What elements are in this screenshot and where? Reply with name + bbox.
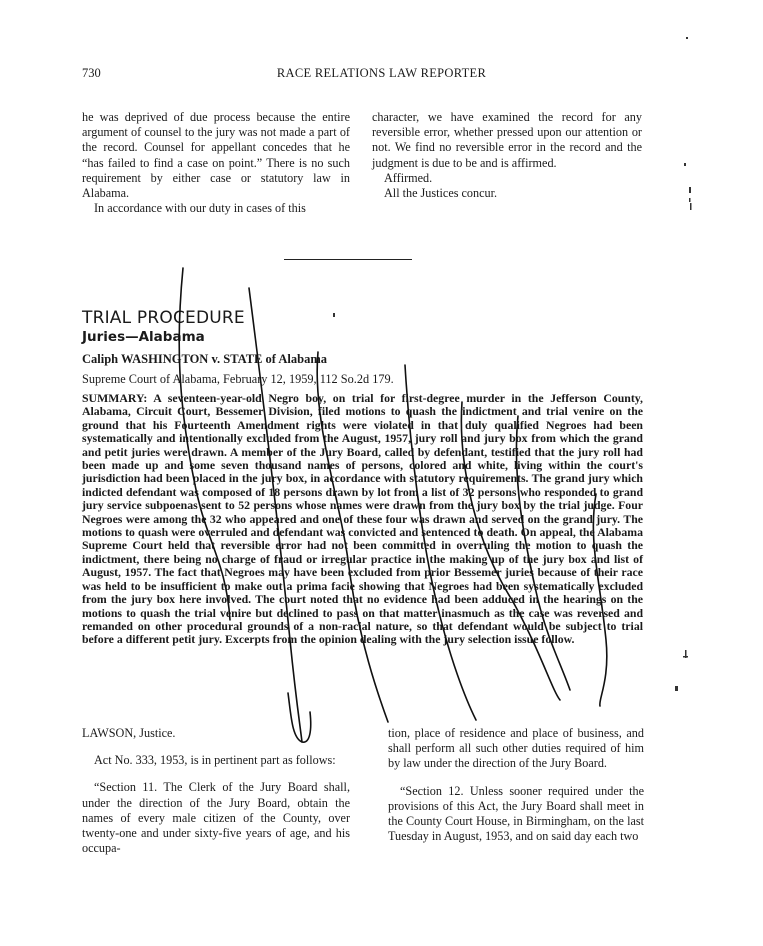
running-head: RACE RELATIONS LAW REPORTER	[276, 66, 487, 80]
page-number: 730	[82, 66, 101, 80]
justice-name: LAWSON, Justice.	[82, 726, 176, 740]
concur-line: All the Justices concur.	[384, 186, 498, 201]
case-caption: Caliph WASHINGTON v. STATE of Alabama	[82, 352, 327, 366]
paragraph: he was deprived of due process because the entire argument of counsel to the jury was not made a part of the record. Counsel for appellant concedes that he “has failed to find a case on point.” There is no such requirement by either case or statutory law in Alabama.	[82, 110, 350, 201]
case-citation: Supreme Court of Alabama, February 12, 1959, 112 So.2d 179.	[82, 372, 394, 386]
paragraph: tion, place of residence and place of business, and shall perform all such other duties required of him by law under the direction of the Jury Board.	[388, 726, 644, 771]
bottom-right-column	[388, 726, 644, 844]
statute-quote: “Section 12. Unless sooner required under the provisions of this Act, the Jury Board shall meet in the County Court House, in Birmingham, on the last Tuesday in August, 1953, and on said day each two	[388, 783, 644, 844]
paragraph: character, we have examined the record for any reversible error, whether pressed upon our attention or not. We find no reversible error in the record and the judgment is due to be and is affirmed.	[372, 110, 642, 170]
top-right-column	[372, 110, 642, 201]
paragraph: In accordance with our duty in cases of this	[94, 201, 306, 216]
case-summary: SUMMARY: A seventeen-year-old Negro boy, on trial for first-degree murder in the Jefferson County, Alabama, Circuit Court, Bessemer Division, filed motions to quash the indictment and trial venire on the ground that his Fourteenth Amendment rights were violated in that duly qualified Negroes had been systematically and intentionally excluded from the August, 1957, jury roll and jury box from which the grand and petit juries were drawn. A member of the Jury Board, called by defendant, testified that the jury roll had been made up and some seven thousand names of persons, colored and white, living within the court's jurisdiction had been placed in the jury box, in accordance with statutory requirements. The grand jury which indicted defendant was composed of 18 persons drawn by lot from a list of 32 persons who responded to grand jury service subpoenas sent to 52 persons whose names were drawn from the jury box by the trial judge. Four Negroes were among the 32 who appeared and one of these four was drawn and served on the grand jury. The motions to quash were overruled and defendant was convicted and sentenced to death. On appeal, the Alabama Supreme Court held that reversible error had not been committed in overruling the motion to quash the indictment, there being no charge of fraud or irregular practice in the making up of the jury box and list of August, 1957. The fact that Negroes may have been excluded from prior Bessemer juries because of their race was held to be insufficient to make out a prima facie showing that Negroes had been systematically excluded from the jury box here involved. The court noted that no evidence had been adduced in the hearings on the motions to quash the trial venire but declined to pass on that matter inasmuch as the case was reversed and remanded on other procedural grounds of a non-racial nature, so that defendant would be subject to trial before a different petit jury. Excerpts from the opinion dealing with the jury selection issue follow.	[82, 391, 643, 647]
section-subheading: Juries—Alabama	[82, 329, 205, 345]
bottom-left-column	[82, 726, 350, 856]
paragraph: Act No. 333, 1953, is in pertinent part as follows:	[94, 753, 336, 768]
section-heading: TRIAL PROCEDURE	[82, 308, 245, 328]
top-left-column	[82, 110, 350, 216]
affirmed-line: Affirmed.	[384, 170, 433, 185]
statute-quote: “Section 11. The Clerk of the Jury Board shall, under the direction of the Jury Board, obtain the names of every male citizen of the County, over twenty-one and under sixty-five years of age, and his occupa-	[82, 780, 350, 856]
section-divider	[284, 259, 412, 260]
